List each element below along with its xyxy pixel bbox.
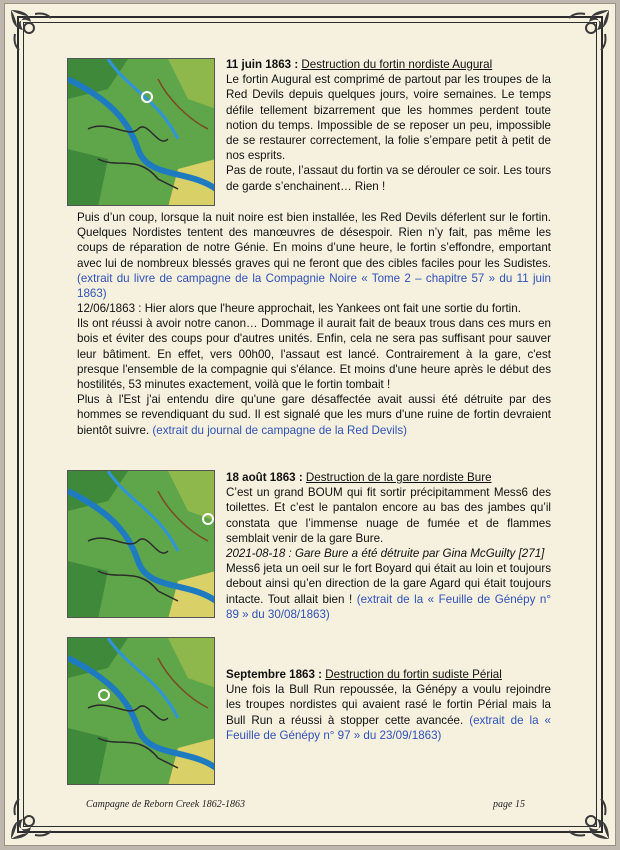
corner-ornament-icon bbox=[9, 8, 55, 54]
paragraph-text: Plus à l'Est j'ai entendu dire qu'une gare désaffectée avait aussi été détruite par des hommes se revendiquant du sud. Il est signalé que les murs d'une ruine de fortin devraient bientôt suivre. bbox=[77, 393, 551, 437]
paragraph-text: Une fois la Bull Run repoussée, la Génépy a voulu rejoindre les troupes nordistes qui avaient rasé le fortin Périal mais la Bull Run a réussi à stopper cette avancée. bbox=[226, 683, 551, 727]
section-title: Destruction de la gare nordiste Bure bbox=[305, 471, 492, 484]
section-date: 11 juin 1863 bbox=[226, 58, 292, 71]
log-entry: 2021-08-18 : Gare Bure a été détruite par Gina McGuilty [271] bbox=[226, 547, 545, 561]
paragraph bbox=[226, 682, 551, 743]
section-title: Destruction du fortin sudiste Périal bbox=[325, 668, 502, 681]
paragraph-text: Mess6 jeta un oeil sur le fort Boyard qui était au loin et toujours debout ainsi qu’en direction de la gare Agard qui était toujours intacte. Tout allait bien ! bbox=[226, 562, 551, 606]
source-citation: (extrait du livre de campagne de la Compagnie Noire « Tome 2 – chapitre 57 » du 11 juin 1863) bbox=[77, 271, 551, 301]
corner-ornament-icon bbox=[9, 795, 55, 841]
corner-ornament-icon bbox=[565, 795, 611, 841]
section-date: Septembre 1863 bbox=[226, 668, 315, 681]
footer-title: Campagne de Reborn Creek 1862-1863 bbox=[86, 799, 246, 810]
paragraph: C’est un grand BOUM qui fit sortir précipitamment Mess6 des toilettes. Et c’est le pantalon encore au bas des jambes qu’il constata que l’immense nuage de fumée et de flammes semblait venir de la gare Bure. bbox=[226, 486, 551, 545]
paragraph bbox=[77, 210, 551, 301]
section-date: 18 août 1863 bbox=[226, 471, 296, 484]
campaign-map-image bbox=[67, 470, 215, 618]
page-number: page 15 bbox=[493, 799, 525, 810]
section-1-text-wide bbox=[77, 210, 551, 301]
paragraph bbox=[226, 561, 551, 622]
source-citation: (extrait de la « Feuille de Génépy n° 97 » du 23/09/1863) bbox=[226, 713, 551, 742]
section-2-text bbox=[77, 301, 551, 438]
paragraph: Ils ont réussi à avoir notre canon… Dommage il aurait fait de beaux trous dans ces murs en bois et éviter des coups pour d'autres unités. Enfin, cela ne sera pas suffisant pour sauver leur bâtiment. En effet, vers 00h00, l'assaut est lancé. Contrairement à la gare, c'est presque l'ensemble de la compagnie qui s'élance. Et moins d'une heure après le début des hostilités, 53 minutes exactement, voilà que le fortin tombait ! bbox=[77, 317, 551, 392]
source-citation: (extrait de la « Feuille de Génépy n° 89 » du 30/08/1863) bbox=[226, 592, 551, 621]
section-4-text: Septembre 1863 : Destruction du fortin sudiste Périal Une fois la Bull Run repoussée, la Génépy a voulu rejoindre les troupes nordistes qui avaient rasé le fortin Périal mais la Bull Run a réussi à stopper cette avancée. (extrait de la « Feuille de Génépy n° 97 » du 23/09/1863) bbox=[226, 668, 551, 742]
corner-ornament-icon bbox=[565, 8, 611, 54]
section-3-text: 18 août 1863 : Destruction de la gare nordiste Bure C’est un grand BOUM qui fit sortir précipitamment Mess6 des toilettes. Et c’est le pantalon encore au bas des jambes qu’il constata que l’immense nuage de fumée et de flammes semblait venir de la gare Bure. 2021-08-18 : Gare Bure a été détruite par Gina McGuilty [271] Mess6 jeta un oeil sur le fort Boyard qui était au loin et toujours debout ainsi qu’en direction de la gare Agard qui était toujours intacte. Tout allait bien ! (extrait de la « Feuille de Génépy n° 89 » du 30/08/1863) bbox=[226, 471, 551, 621]
paragraph-text: Puis d’un coup, lorsque la nuit noire est bien installée, les Red Devils déferlent sur le fortin. Quelques Nordistes tentent des manœuvres de désespoir. Rien n’y fait, pas même les coups de réparation de notre Génie. En moins d’une heure, le fortin s’effondre, emportant avec lui de nombreux blessés graves qui ne feront que des cibles faciles pour les Sudistes. bbox=[77, 211, 551, 270]
source-citation: (extrait du journal de campagne de la Red Devils) bbox=[152, 423, 407, 437]
paragraph: Pas de route, l’assaut du fortin va se dérouler ce soir. Les tours de garde s’enchainent… Rien ! bbox=[226, 164, 551, 193]
paragraph bbox=[77, 392, 551, 438]
campaign-map-image bbox=[67, 637, 215, 785]
paragraph: Le fortin Augural est comprimé de partout par les troupes de la Red Devils depuis quelques jours, voire semaines. Le temps défile tellement bizarrement que les hommes perdent toute notion du temps. Impossible de se reposer un peu, impossible de se restaurer correctement, la folie s’empare petit à petit de nos esprits. bbox=[226, 73, 551, 163]
section-title: Destruction du fortin nordiste Augural bbox=[301, 58, 493, 71]
section-1-text: 11 juin 1863 : Destruction du fortin nordiste Augural Le fortin Augural est comprimé de partout par les troupes de la Red Devils depuis quelques jours, voire semaines. Le temps défile tellement bizarrement que les hommes perdent toute notion du temps. Impossible de se reposer un peu, impossible de se restaurer correctement, la folie s’empare petit à petit de nos esprits. Pas de route, l’assaut du fortin va se dérouler ce soir. Les tours de garde s’enchainent… Rien ! bbox=[226, 58, 551, 193]
campaign-map-image bbox=[67, 58, 215, 206]
paragraph: 12/06/1863 : Hier alors que l'heure approchait, les Yankees ont fait une sortie du fortin. bbox=[77, 302, 521, 315]
